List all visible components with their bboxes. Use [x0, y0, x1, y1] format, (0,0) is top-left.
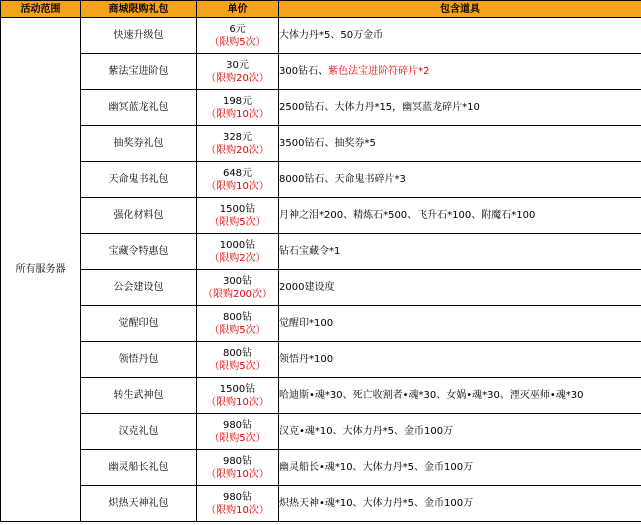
unit-price: 980钻 [222, 419, 253, 431]
package-name: 快速升级包 [81, 18, 197, 54]
unit-price: 800钻 [222, 347, 253, 359]
contents-text: 2500钻石、大体力丹*15，幽冥蓝龙碎片*10 [279, 102, 480, 113]
unit-price: 648元 [222, 167, 253, 179]
unit-price: 198元 [222, 95, 253, 107]
contents-cell [279, 378, 641, 414]
header-area: 活动范围 [1, 1, 81, 18]
price-cell [197, 486, 279, 522]
contents-cell [279, 90, 641, 126]
price-cell [197, 342, 279, 378]
unit-price: 1500钻 [219, 203, 256, 215]
header-price: 单价 [197, 1, 279, 18]
table-row [1, 486, 641, 522]
price-cell [197, 450, 279, 486]
contents-cell [279, 414, 641, 450]
table-row [1, 162, 641, 198]
package-name: 宝藏令特惠包 [81, 234, 197, 270]
table-row [1, 126, 641, 162]
purchase-limit: （限购10次） [206, 468, 269, 480]
unit-price: 30元 [226, 59, 249, 71]
unit-price: 980钻 [222, 455, 253, 467]
price-cell [197, 234, 279, 270]
contents-text: 3500钻石、抽奖券*5 [279, 138, 376, 149]
contents-cell [279, 486, 641, 522]
purchase-limit: （限购10次） [206, 504, 269, 516]
table-row [1, 306, 641, 342]
table-row [1, 18, 641, 54]
table-row [1, 414, 641, 450]
price-cell [197, 306, 279, 342]
unit-price: 980钻 [222, 491, 253, 503]
package-name: 强化材料包 [81, 198, 197, 234]
purchase-limit: （限购20次） [206, 72, 269, 84]
table-row [1, 198, 641, 234]
contents-text: 300钻石、 [279, 66, 329, 77]
contents-cell [279, 18, 641, 54]
header-contents: 包含道具 [279, 1, 641, 18]
contents-text: 月神之泪*200、精炼石*500、飞升石*100、附魔石*100 [279, 210, 536, 221]
contents-text: 觉醒印*100 [279, 318, 334, 329]
table-row [1, 378, 641, 414]
package-name: 领悟丹包 [81, 342, 197, 378]
price-cell [197, 378, 279, 414]
contents-cell [279, 162, 641, 198]
package-name: 转生武神包 [81, 378, 197, 414]
purchase-limit: （限购5次） [209, 360, 266, 372]
contents-text: 大体力丹*5、50万金币 [279, 30, 384, 41]
table-row [1, 90, 641, 126]
unit-price: 300钻 [222, 275, 253, 287]
contents-text: 汉克•魂*10、大体力丹*5、金币100万 [279, 426, 454, 437]
header-package: 商城限购礼包 [81, 1, 197, 18]
purchase-limit: （限购200次） [202, 288, 273, 300]
price-cell [197, 414, 279, 450]
table-body [1, 18, 641, 522]
package-name: 公会建设包 [81, 270, 197, 306]
contents-highlight: 紫色法宝进阶符碎片*2 [328, 66, 430, 77]
contents-cell [279, 126, 641, 162]
purchase-limit: （限购2次） [209, 252, 266, 264]
unit-price: 328元 [222, 131, 253, 143]
contents-text: 8000钻石、天命鬼书碎片*3 [279, 174, 406, 185]
package-name: 汉克礼包 [81, 414, 197, 450]
purchase-limit: （限购10次） [206, 180, 269, 192]
package-name: 幽冥蓝龙礼包 [81, 90, 197, 126]
price-cell [197, 126, 279, 162]
contents-cell [279, 342, 641, 378]
price-cell [197, 198, 279, 234]
price-cell [197, 18, 279, 54]
contents-text: 炽热天神•魂*10、大体力丹*5、金币100万 [279, 498, 474, 509]
area-cell: 所有服务器 [1, 18, 81, 522]
table-row [1, 234, 641, 270]
purchase-limit: （限购5次） [209, 36, 266, 48]
header-row [1, 1, 641, 18]
contents-cell [279, 54, 641, 90]
contents-cell [279, 450, 641, 486]
contents-cell [279, 234, 641, 270]
unit-price: 1500钻 [219, 383, 256, 395]
contents-text: 哈迪斯•魂*30、死亡收割者•魂*30、女娲•魂*30、湮灭巫师•魂*30 [279, 390, 584, 401]
price-cell [197, 270, 279, 306]
package-name: 炽热天神礼包 [81, 486, 197, 522]
contents-text: 幽灵船长•魂*10、大体力丹*5、金币100万 [279, 462, 474, 473]
unit-price: 1000钻 [219, 239, 256, 251]
contents-text: 领悟丹*100 [279, 354, 334, 365]
price-cell [197, 54, 279, 90]
table-row [1, 342, 641, 378]
table-row [1, 450, 641, 486]
contents-text: 2000建设度 [279, 282, 335, 293]
contents-cell [279, 198, 641, 234]
purchase-limit: （限购5次） [209, 216, 266, 228]
package-name: 抽奖券礼包 [81, 126, 197, 162]
unit-price: 800钻 [222, 311, 253, 323]
contents-text: 钻石宝藏令*1 [279, 246, 341, 257]
package-name: 觉醒印包 [81, 306, 197, 342]
package-name: 幽灵船长礼包 [81, 450, 197, 486]
price-cell [197, 162, 279, 198]
unit-price: 6元 [229, 23, 246, 35]
price-cell [197, 90, 279, 126]
contents-cell [279, 270, 641, 306]
package-name: 天命鬼书礼包 [81, 162, 197, 198]
purchase-limit: （限购10次） [206, 396, 269, 408]
table-row [1, 270, 641, 306]
table-row [1, 54, 641, 90]
purchase-limit: （限购20次） [206, 144, 269, 156]
purchase-limit: （限购5次） [209, 324, 266, 336]
purchase-limit: （限购10次） [206, 108, 269, 120]
purchase-limit: （限购5次） [209, 432, 266, 444]
package-name: 紫法宝进阶包 [81, 54, 197, 90]
contents-cell [279, 306, 641, 342]
